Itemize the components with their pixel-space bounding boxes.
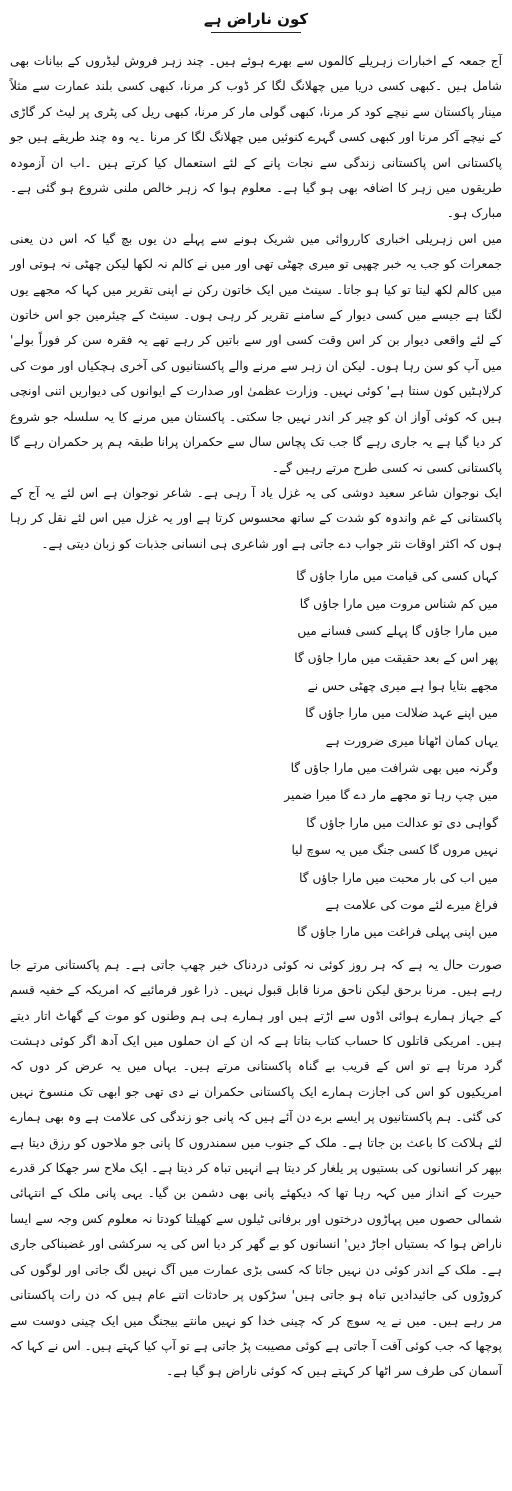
poem-line: وگرنہ میں بھی شرافت میں مارا جاؤں گا bbox=[290, 760, 498, 775]
poem-line: فراغ میرے لئے موت کی علامت ہے bbox=[325, 898, 498, 912]
poem-line: گواہی دی تو عدالت میں مارا جاؤں گا bbox=[306, 815, 498, 830]
article-paragraph-4: صورت حال یہ ہے کہ ہر روز کوئی نہ کوئی دردناک خبر چھپ جاتی ہے۔ ہم پاکستانی مرتے جا رہے ہیں۔ مرنا برحق لیکن ناحق مرنا قابل قبول نہیں۔ ذرا غور فرمائیے کہ امریکہ کے خفیہ قسم کے جہاز ہمارے ہوائی اڈوں سے اڑتے ہیں اور ہمارے ہی ہم وطنوں کو موت کے گھاٹ اتار دیتے ہیں۔ امریکی قاتلوں کا حساب کتاب بتاتا ہے کہ ان کے ان حملوں میں ایک آدھ اگر کوئی دہشت گرد مرتا ہے تو اس کے قریب بے گناہ پاکستانی مرتے ہیں۔ یہاں میں یہ عرض کر دوں کہ امریکیوں کو اس کی اجازت ہمارے ایک پاکستانی حکمران نے دی تھی جو ابھی تک منسوخ نہیں کی گئی۔ ہم پاکستانیوں پر ایسے برے دن آئے ہیں کہ پانی جو زندگی کی علامت ہے وہ بھی ہمارے لئے ہلاکت کا باعث بن جاتا ہے۔ ملک کے جنوب میں سمندروں کا پانی جو ملاحوں کو رزق دیتا ہے بپھر کر انسانوں کی بستیوں پر یلغار کر دیتا ہے انہیں تباہ کر دیتا ہے۔ ایک ملاح سر جھکا کر قدرے حیرت کے انداز میں کہہ رہا تھا کہ دیکھئے پانی بھی دشمن بن گیا۔ یہی پانی ملک کے انتہائی شمالی حصوں میں پہاڑوں درختوں اور برفانی ٹیلوں سے کھیلتا کودتا نہ معلوم کس وجہ سے ایسا ناراض ہوا کہ بستیاں اجاڑ دیں' انسانوں کو بے گھر کر دیا اس کی یہ سرکشی اور غضبناکی جاری ہے۔ ملک کے اندر کوئی دن نہیں جاتا کہ کسی بڑی عمارت میں آگ نہیں لگ جاتی اور لوگوں کی کروڑوں کی جائیدادیں تباہ ہو جاتی ہیں' سڑکوں پر حادثات اتنے عام ہیں کہ دن رات پاکستانی مر رہے ہیں۔ میں نے یہ سوچ کر کہ چینی خدا کو نہیں مانتے بیجنگ میں ایک چینی دوست سے پوچھا کہ جب کوئی آفت آ جاتی ہے کوئی مصیبت پڑ جاتی ہے تو آپ کیا کہتے ہیں۔ اس نے کہا کہ آسمان کی طرف سر اٹھا کر کہتے ہیں کہ کوئی ناراض ہو گیا ہے۔ bbox=[10, 957, 502, 1379]
article-paragraph-3: ایک نوجوان شاعر سعید دوشی کی یہ غزل یاد آ رہی ہے۔ شاعر نوجوان ہے اس لئے یہ آج کے پاکستانی کے غم واندوہ کو شدت کے ساتھ محسوس کرتا ہے اور یہ غزل میں اس لئے نقل کر رہا ہوں کہ اکثر اوقات نثر جواب دے جاتی ہے اور شاعری ہی انسانی جذبات کو زبان دیتی ہے۔ bbox=[10, 485, 502, 551]
article-paragraph-1: آج جمعہ کے اخبارات زہریلے کالموں سے بھرے ہوئے ہیں۔ چند زہر فروش لیڈروں کے بیانات بھی شامل ہیں ۔کبھی کسی دریا میں چھلانگ لگا کر ڈوب کر مرنا، کبھی کسی بلند عمارت سے مثلاً مینار پاکستان سے نیچے کود کر مرنا، کبھی گولی مار کر مرنا، کبھی ریل کی پٹری پر لیٹ کر گاڑی کے نیچے آکر مرنا اور کبھی کسی گہرے کنوئیں میں چھلانگ لگا کر مرنا ۔یہ وہ چند طریقے ہیں جو پاکستانی اس پاکستانی زندگی سے نجات پانے کے لئے استعمال کیا کرتے ہیں ۔اب ان آزمودہ طریقوں میں زہر کا اضافہ بھی ہو گیا ہے۔ معلوم ہوا کہ زہر خالص ملنی شروع ہو گئی ہے۔ مبارک ہو۔ bbox=[10, 54, 502, 221]
poem-line: میں اپنے عہد ضلالت میں مارا جاؤں گا bbox=[305, 706, 498, 721]
poem-line: میں چپ رہا تو مجھے مار دے گا میرا ضمیر bbox=[284, 788, 498, 803]
title-underline bbox=[211, 32, 301, 33]
poem-line: پھر اس کے بعد حقیقت میں مارا جاؤں گا bbox=[294, 651, 498, 666]
poem-line: یہاں کمان اٹھانا میری ضرورت ہے bbox=[325, 733, 498, 748]
article-title: کون ناراض ہے bbox=[203, 10, 309, 28]
poem-line: مجھے بتایا ہوا ہے میری چھٹی حس نے bbox=[307, 678, 498, 693]
poem-line: میں مارا جاؤں گا پہلے کسی فسانے میں bbox=[297, 623, 498, 638]
poem-line: میں کم شناس مروت میں مارا جاؤں گا bbox=[299, 596, 498, 611]
poem-line: کہاں کسی کی قیامت میں مارا جاؤں گا bbox=[296, 569, 498, 584]
ghazal-poem bbox=[10, 563, 502, 947]
poem-line: میں اب کی بار محبت میں مارا جاؤں گا bbox=[299, 870, 498, 885]
poem-line: نہیں مروں گا کسی جنگ میں یہ سوچ لیا bbox=[291, 843, 498, 858]
poem-line: میں اپنی پہلی فراغت میں مارا جاؤں گا bbox=[297, 925, 498, 940]
article-paragraph-2: میں اس زہریلی اخباری کارروائی میں شریک ہونے سے پہلے دن یوں بچ گیا کہ اس دن یعنی جمعرات کو جب یہ خبر چھپی تو میری چھٹی تھی اور میں نے کالم نہ لکھا لیکن چھٹی نہ ہوتی اور میں کالم لکھ لیتا تو کیا ہو جاتا۔ سینٹ میں ایک خاتون رکن نے اپنی تقریر میں کہا کہ مجھے یوں لگتا ہے جیسے میں کسی دیوار کے سامنے تقریر کر رہی ہوں۔ سینٹ کے چیئرمین جو اس خاتون کے لئے واقعی دیوار بن کر اس وقت کسی اور سے باتیں کر رہے تھے یہ فقرہ سن کر فوراً بولے' میں آپ کو سن رہا ہوں۔ لیکن ان زہر سے مرنے والے پاکستانیوں کی آخری ہچکیاں اور موت کی کرلاہٹیں کون سنتا ہے' کوئی نہیں۔ وزارت عظمیٰ اور صدارت کے ایوانوں کی دیواریں اتنی اونچی ہیں کہ کوئی آواز ان کو چیر کر اندر نہیں جا سکتی۔ پاکستان میں مرنے کا یہ سلسلہ جو شروع کر دیا گیا ہے یہ جاری رہے گا جب تک پچاس سال سے حکمران پرانا طبقہ ہم پر حکمران رہے گا پاکستانی کسی نہ کسی طرح مرتے رہیں گے۔ bbox=[10, 231, 502, 475]
